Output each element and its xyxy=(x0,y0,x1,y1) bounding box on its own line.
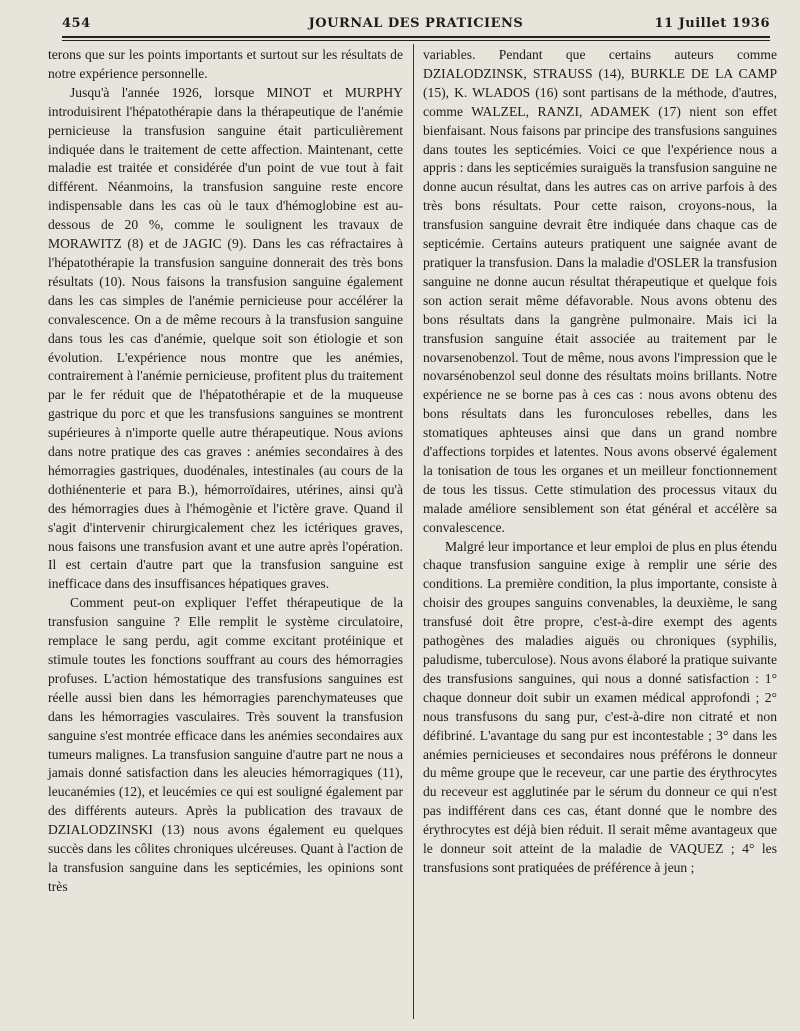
page-header xyxy=(62,14,770,34)
paragraph: variables. Pendant que certains auteurs comme DZIALODZINSK, STRAUSS (14), BURKLE DE LA CAMP (15), K. WLADOS (16) sont partisans de la méthode, d'autres, comme WALZEL, RANZI, ADAMEK (17) nient son effet bienfaisant. Nous faisons par principe des transfusions sanguines dans toutes les septicémies. Voici ce que l'expérience nous a appris : dans les septicémies suraiguës la transfusion sanguine ne donne aucun résultat, dans les autres cas on arrive parfois à des très bons résultats. Pour cette raison, croyons-nous, la transfusion sanguine devrait être indiquée dans chaque cas de septicémie. Certains auteurs pratiquent une saignée avant de pratiquer la transfusion. Dans la maladie d'OSLER la transfusion sanguine ne donne aucun résultat thérapeutique et quelque fois son action serait même défavorable. Nous avons obtenu des bons résultats dans la gangrène pulmonaire. Mais ici la transfusion sanguine était associée au traitement par le novarsenobenzol. Tout de même, nous avons l'impression que le novarsénobenzol seul donne des résultats moins brillants. Notre expérience ne se borne pas à ces cas : nous avons obtenu des bons résultats dans les furonculoses rebelles, dans les stomatiques aphteuses ainsi que dans un grand nombre d'affections torpides et latentes. Nous avons observé également la tonisation de tous les organes et un meilleur fonctionnement de tous les tissus. Cette stimulation des processus vitaux du malade améliore sensiblement son état général et accélère sa convalescence. xyxy=(423,47,777,535)
paragraph: Comment peut-on expliquer l'effet thérapeutique de la transfusion sanguine ? Elle remplit le système circulatoire, remplace le sang perdu, agit comme excitant protéinique et stimule toutes les fonctions souffrant au cours des hémorragies profuses. L'action hémostatique des transfusions sanguines est réelle aussi bien dans les hémorragies parenchymateuses que dans les hémorragies vasculaires. Très souvent la transfusion sanguine s'est montrée efficace dans les anémies secondaires aux tumeurs malignes. La transfusion sanguine d'autre part ne nous a jamais donné satisfaction dans les aleucies hémorragiques (11), leucanémies (12), et leucémies ce qui est souligné également par des différents auteurs. Après la publication des travaux de DZIALODZINSKI (13) nous avons également eu quelques succès dans les côlites chroniques ulcéreuses. Quant à l'action de la transfusion sanguine dans les septicémies, les opinions sont très xyxy=(48,595,403,894)
left-column xyxy=(48,46,403,897)
paragraph: Jusqu'à l'année 1926, lorsque MINOT et MURPHY introduisirent l'hépatothérapie dans la thérapeutique de l'anémie pernicieuse la transfusion sanguine était particulièrement indiquée dans le traitement de cette affection. Maintenant, cette maladie est traitée et considérée d'un point de vue tout à fait différent. Néanmoins, la transfusion sanguine reste encore indispensable dans les cas où le taux d'hémoglobine est au-dessous de 20 %, comme le soulignent les travaux de MORAWITZ (8) et de JAGIC (9). Dans les cas réfractaires à l'hépatothérapie la transfusion sanguine donnerait des très bons résultats (10). Nous faisons la transfusion sanguine également dans les cas simples de l'anémie pernicieuse pour accélérer la convalescence. On a de même recours à la transfusion sanguine dans tous les cas d'anémie, quelque soit son étiologie et son évolution. L'expérience nous montre que les anémies, contrairement à l'anémie pernicieuse, profitent plus du traitement par le fer réduit que de l'hépatothérapie et de la muqueuse gastrique du porc et que les transfusions sanguines se montrent supérieures à n'importe quelle autre thérapeutique. Nous avions dans notre pratique des cas graves : anémies secondaires à des hémorragies gastriques, duodénales, intestinales (au cours de la dothiénenterie et para B.), hémorroïdaires, utérines, ainsi qu'à des hémorragies dues à l'hémogènie et l'ictère grave. Quand il s'agit d'intervenir chirurgicalement chez les ictériques graves, nous faisons une transfusion avant et une autre après l'opération. Il est certain d'autre part que la transfusion sanguine est inefficace dans des insuffisances hépatiques graves. xyxy=(48,84,403,592)
issue-date: 11 Juillet 1936 xyxy=(654,16,770,31)
column-divider xyxy=(413,44,414,1019)
right-column xyxy=(423,46,777,878)
header-rule-thick xyxy=(62,36,770,38)
paragraph: terons que sur les points importants et surtout sur les résultats de notre expérience personnelle. xyxy=(48,47,403,81)
page-number: 454 xyxy=(62,16,91,31)
paragraph: Malgré leur importance et leur emploi de plus en plus étendu chaque transfusion sanguine exige à remplir une série des conditions. La première condition, la plus importante, consiste à choisir des groupes sanguins convenables, la deuxième, le sang transfusé doit être propre, c'est-à-dire exempt des agents pathogènes des maladies aiguës ou chroniques (syphilis, paludisme, tuberculose). Nous avons élaboré la pratique suivante des transfusions sanguines, qui nous a donné satisfaction : 1° chaque donneur doit subir un examen médical approfondi ; 2° nous transfusons du sang pur, c'est-à-dire non citraté et non défibriné. L'avantage du sang pur est incontestable ; 3° dans les anémies pernicieuses et secondaires nous préférons le donneur du même groupe que le receveur, car une partie des érythrocytes du receveur est agglutinée par le sérum du donneur ce qui n'est pas indifférent dans ces cas, étant donné que le nombre des érythrocytes est déjà bien réduit. Il serait même avantageux que le donneur soit atteint de la maladie de VAQUEZ ; 4° les transfusions sont pratiquées de préférence à jeun ; xyxy=(423,538,777,875)
journal-title: JOURNAL DES PRATICIENS xyxy=(308,16,524,31)
header-rule-thin xyxy=(62,40,770,41)
